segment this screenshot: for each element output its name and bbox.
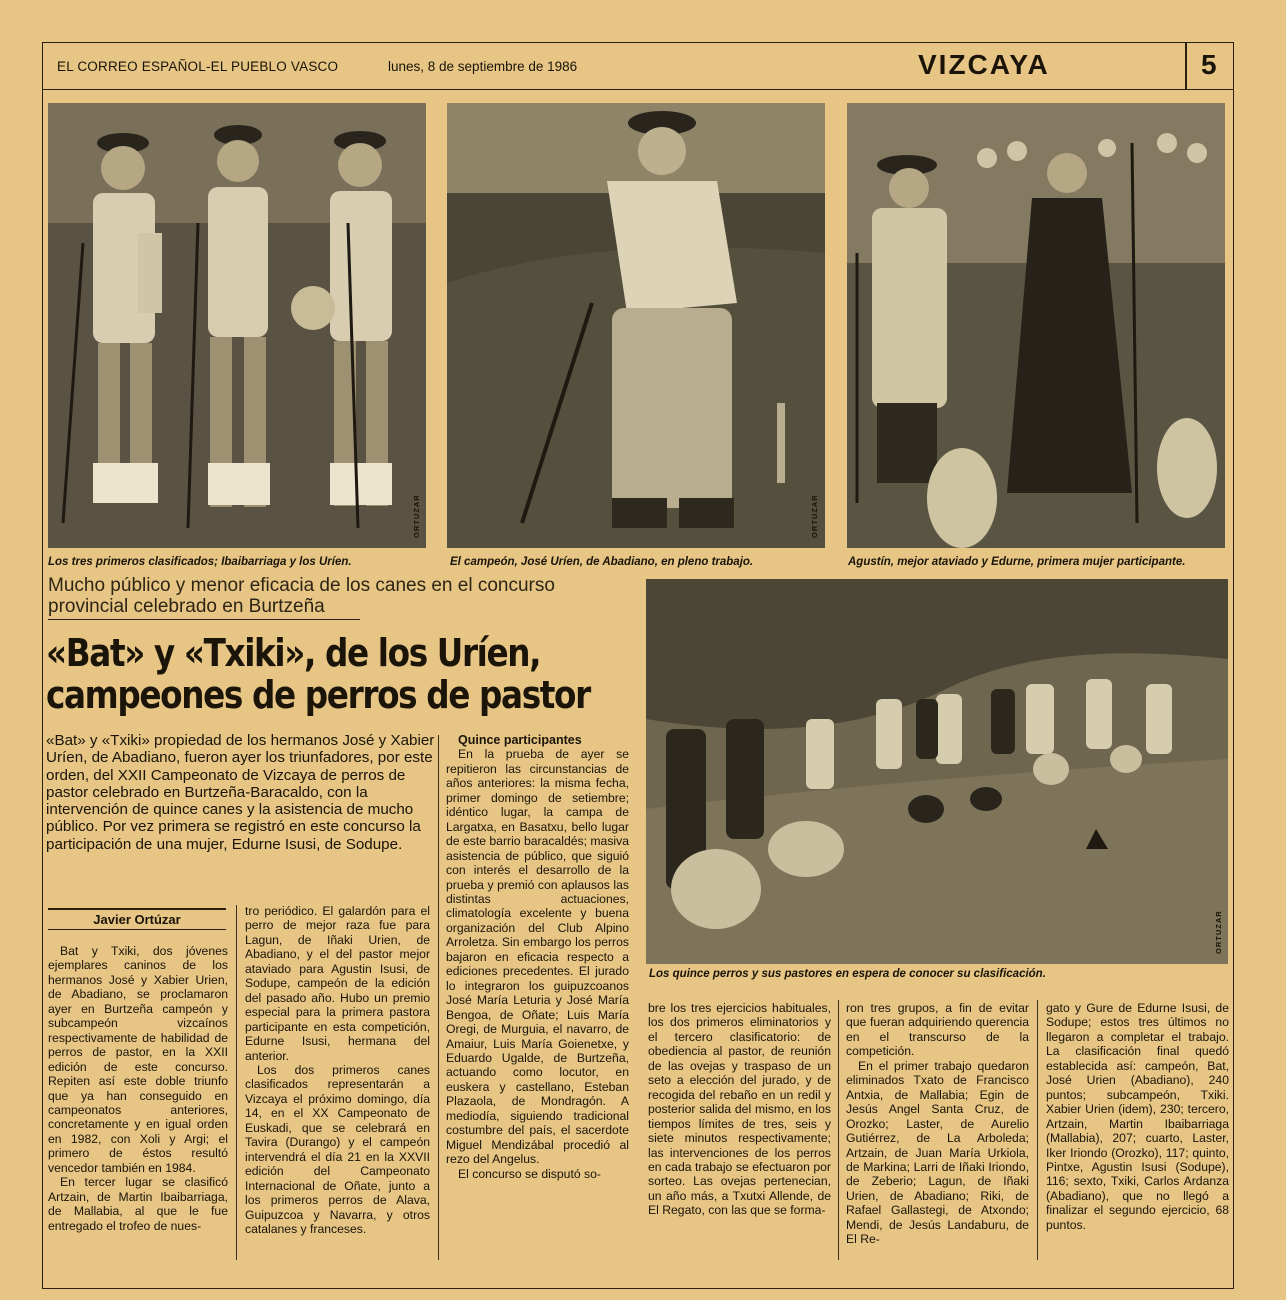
body-paragraph: El concurso se disputó so- [458, 1166, 601, 1181]
lead-paragraph: «Bat» y «Txiki» propiedad de los hermanos José y Xabier Uríen, de Abadiano, fueron ayer los triunfadores, por este orden, del XXII Campeonato de Vizcaya de perros de pastor celebrado en Burtzeña-Baracaldo, con la intervención de quince canes y la asistencia de mucho público. Por vez primera se registró en este concurso la participación de una mujer, Edurne Isusi, de Sodupe. [46, 732, 435, 853]
caption-photo-4: Los quince perros y sus pastores en espera de conocer su clasificación. [649, 968, 1046, 980]
column-rule [838, 1000, 839, 1260]
masthead-divider [1185, 43, 1187, 89]
body-paragraph: Los dos primeros canes clasificados representarán a Vizcaya el próximo domingo, día 14, en el XX Campeonato de Euskadi, que se celebrará en Tavira (Durango) y el campeón intervendrá el día 21 en la XXVII edición del Campeonato Internacional de Oñate, junto a los primeros perros de Alava, Guipuzcoa y Navarra, y otros catalanes y franceses. [245, 1062, 430, 1236]
body-paragraph: Bat y Txiki, dos jóvenes ejemplares caninos de los hermanos José y Xabier Urien, de Abadiano, se proclamaron ayer en Burtzeña campeón y subcampeón vizcaínos respectivamente de habilidad de perros de pastor, en la XXII edición de este concurso. Repiten así este doble triunfo que ya han conseguido en campeonatos anteriores, concretamente y en igual orden en 1982, con Xoli y Argi; el primero de éstos resultó vencedor también en 1984. [48, 944, 228, 1175]
photo-credit: ORTUZAR [810, 494, 819, 538]
body-paragraph: bre los tres ejercicios habituales, los dos primeros eliminatorios y el tercero clasificatorio: de obediencia al pastor, de reunión de las ovejas y traspaso de un seto a elección del jurado, y de recogida del rebaño en un redil y posterior salida del mismo, en los tiempos límites de tres, seis y siete minutos respectivamente; las intervenciones de los perros en cada trabajo se efectuaron por sorteo. Las ovejas pertenecian, un año más, a Txutxi Allende, de El Regato, con las que se forma- [648, 1001, 831, 1218]
column-rule [1037, 1000, 1038, 1260]
headline-line-2: campeones de perros de pastor [46, 673, 590, 717]
body-column-2 [245, 904, 430, 1236]
caption-photo-3: Agustín, mejor ataviado y Edurne, primera mujer participante. [848, 556, 1186, 568]
photo-agustin-edurne [847, 103, 1225, 548]
body-paragraph: En la prueba de ayer se repitieron las circunstancias de años anteriores: la misma fecha, primer domingo de setiembre; idéntico lugar, la campa de Largatxa, en Basatxu, bello lugar de este barrio baracaldés; masiva asistencia de público, que siguió con interés el desarrollo de la prueba y premió con aplausos las distintas actuaciones, climatología excelente y buena organización del Club Alpino Arroletza. Sin embargo los perros bajaron en eficacia respecto a ediciones precedentes. El jurado lo integraron los guipuzcoanos José María Leturia y José María Bengoa, de Oñate; Luis María Oregi, de Murguia, el navarro, de Amaiur, Luis María Goienetxe, y Eduardo Ugalde, de Burtzeña, actuando como locutor, en euskera y castellano, Esteban Plazaola, de Mondragón. A mediodía, siguiendo tradicional costumbre del país, el sacerdote Miguel Mendizábal procedió al rezo del Angelus. [446, 747, 629, 1167]
photo-fifteen-dogs [646, 579, 1228, 964]
photo-credit: ORTUZAR [412, 494, 421, 538]
photo-three-winners [48, 103, 426, 548]
newspaper-name: EL CORREO ESPAÑOL-EL PUEBLO VASCO [57, 59, 339, 74]
caption-photo-1: Los tres primeros clasificados; Ibaibarriaga y los Uríen. [48, 556, 352, 568]
body-paragraph: En tercer lugar se clasificó Artzain, de Martin Ibaibarriaga, de Mallabia, al que le fue entregado el trofeo de nues- [48, 1175, 228, 1233]
body-paragraph: gato y Gure de Edurne Isusi, de Sodupe; estos tres últimos no llegaron a completar el trabajo. La clasificación final quedó establecida así: campeón, Bat, José Urien (Abadiano), 240 puntos; subcampeón, Txiki. Xabier Urien (idem), 230; tercero, Artzain, Martin Ibaibarriaga (Mallabia), 207; cuarto, Laster, Iker Iriondo (Orozko), 117; quinto, Pintxe, Agustin Isusi (Sodupe), 116; sexto, Txiki, Carlos Ardanza (Abadiano), que no llegó a finalizar el segundo ejercicio, 68 puntos. [1046, 1001, 1229, 1232]
headline-line-1: «Bat» y «Txiki», de los Uríen, [46, 631, 541, 675]
kicker-underline [48, 619, 360, 620]
body-paragraph: tro periódico. El galardón para el perro de mejor raza fue para Lagun, de Iñaki Urien, de Abadiano, y el del pastor mejor ataviado para Agustin Isusi, de Sodupe, campeón de la edición del pasado año. Hubo un premio especial para la primera pastora participante en esta competición, Edurne Isusi, hermana del anterior. [245, 904, 430, 1063]
page-number: 5 [1201, 49, 1217, 80]
body-column-6 [1046, 1001, 1229, 1232]
body-paragraph: En el primer trabajo quedaron eliminados Txato de Francisco Antxia, de Mallabia; Egin de Jesús Angel Santa Cruz, de Orozko; Laster, de Aurelio Gutiérrez, de La Arboleda; Artzain, de Juan María Urkiola, de Markina; Larri de Iñaki Iriondo, de Zeberio; Lagun, de Iñaki Urien, de Abadiano; Riki, de Rafael Gallastegi, de Atxondo; Mendi, de Jesús Landaburu, de El Re- [846, 1058, 1029, 1247]
body-paragraph: ron tres grupos, a fin de evitar que fueran adquiriendo querencia en el transcurso de la competición. [846, 1001, 1029, 1059]
headline [46, 631, 590, 717]
body-column-4 [648, 1001, 831, 1218]
kicker-line-2: provincial celebrado en Burtzeña [48, 596, 325, 617]
caption-photo-2: El campeón, José Uríen, de Abadiano, en pleno trabajo. [450, 556, 754, 568]
body-column-1 [48, 944, 228, 1233]
column-rule [236, 905, 237, 1260]
byline: Javier Ortúzar [48, 908, 226, 930]
body-column-3 [446, 733, 629, 1181]
publication-date: lunes, 8 de septiembre de 1986 [388, 59, 578, 74]
body-column-5 [846, 1001, 1029, 1247]
kicker-line-1: Mucho público y menor eficacia de los canes en el concurso [48, 575, 555, 596]
section-title: VIZCAYA [918, 49, 1050, 80]
kicker [48, 575, 608, 617]
column-rule [438, 735, 439, 1260]
masthead [43, 43, 1233, 90]
subhead-quince-participantes: Quince participantes [458, 733, 582, 747]
photo-credit: ORTUZAR [1214, 910, 1223, 954]
photo-champion [447, 103, 825, 548]
